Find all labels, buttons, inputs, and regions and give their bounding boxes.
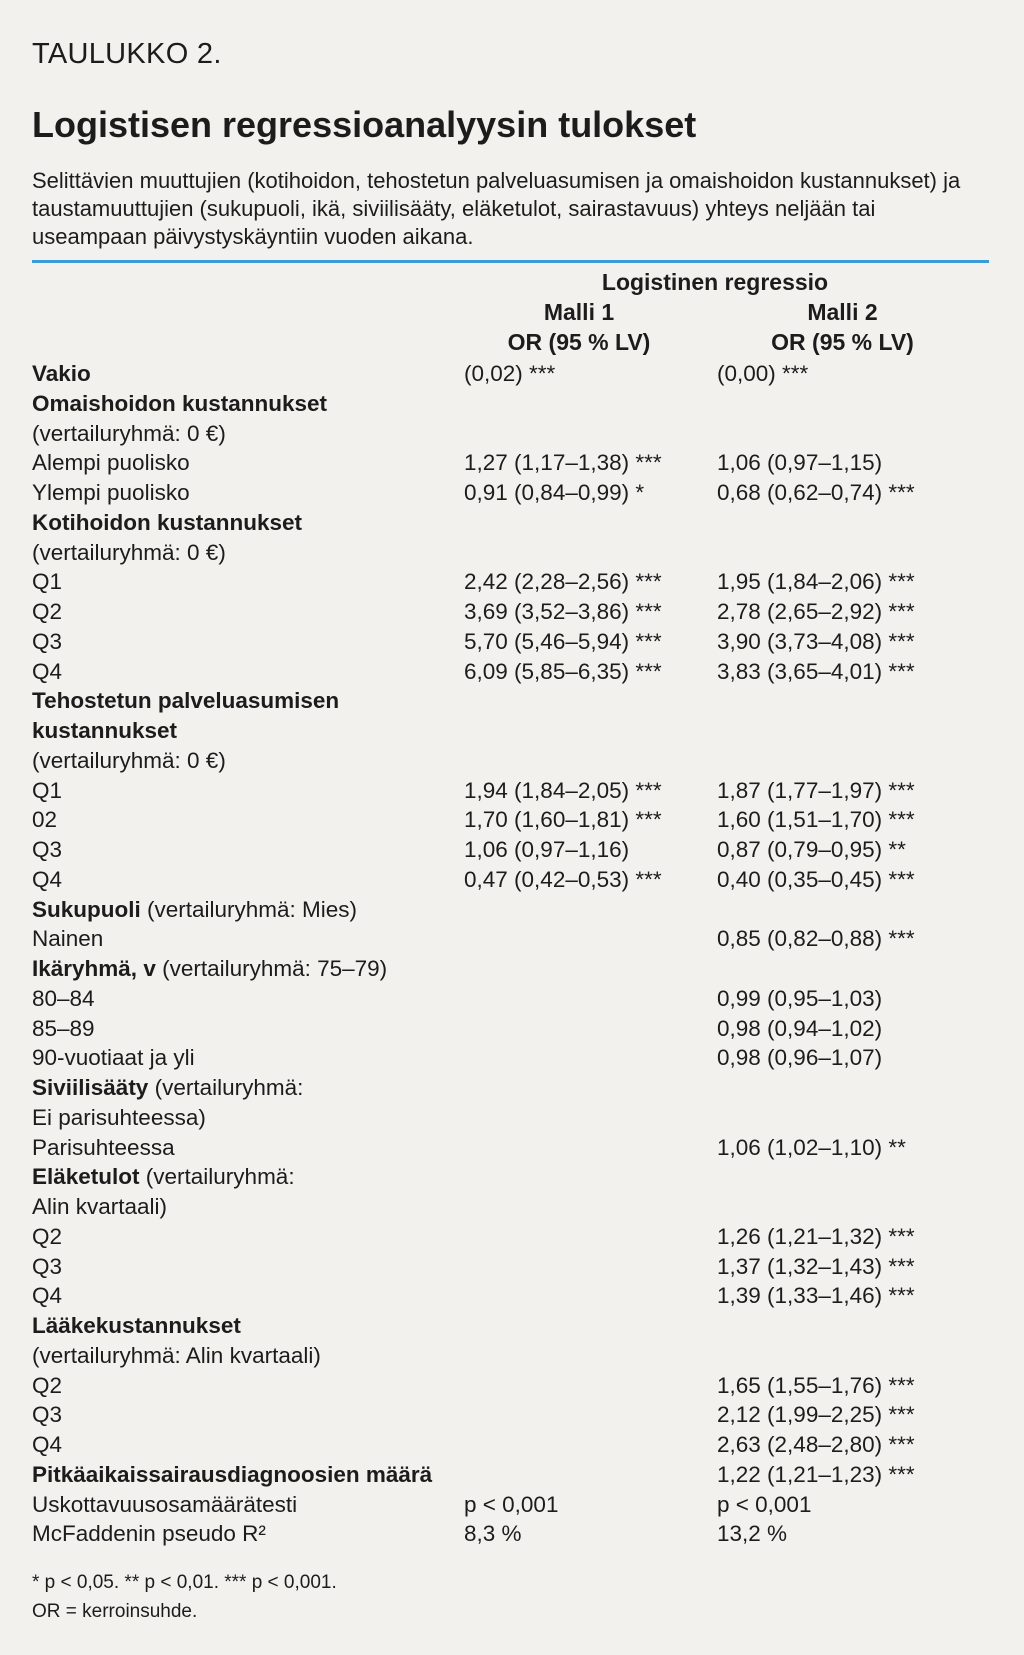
model-1-value: 0,47 (0,42–0,53) *** bbox=[464, 866, 662, 892]
table-row bbox=[32, 1222, 992, 1252]
row-label bbox=[32, 865, 464, 895]
table-number: TAULUKKO 2. bbox=[32, 38, 222, 70]
model-2-value: 0,40 (0,35–0,45) *** bbox=[717, 866, 915, 892]
row-label bbox=[32, 597, 464, 627]
row-label-bold: kustannukset bbox=[32, 718, 178, 743]
table-row bbox=[32, 686, 992, 716]
model-2-value: 3,90 (3,73–4,08) *** bbox=[717, 628, 915, 654]
model-2-value: 1,39 (1,33–1,46) *** bbox=[717, 1283, 915, 1309]
row-label-bold: Siviilisääty bbox=[32, 1075, 149, 1100]
row-label-text: Ylempi puolisko bbox=[32, 480, 190, 505]
model-2-value: 2,12 (1,99–2,25) *** bbox=[717, 1402, 915, 1428]
table-row bbox=[32, 1519, 992, 1549]
row-label-text: 02 bbox=[32, 807, 58, 833]
model-1-value: 1,27 (1,17–1,38) *** bbox=[464, 450, 662, 476]
row-label-text: Nainen bbox=[32, 926, 104, 952]
table-row bbox=[32, 567, 992, 597]
header-model-2: Malli 2 bbox=[807, 299, 878, 325]
or-definition-note: OR = kerroinsuhde. bbox=[32, 1601, 198, 1622]
table-row bbox=[32, 448, 992, 478]
table-row bbox=[32, 359, 992, 389]
row-label bbox=[32, 1014, 464, 1044]
table-row bbox=[32, 1371, 992, 1401]
model-2-value: 2,78 (2,65–2,92) *** bbox=[717, 599, 915, 624]
row-label bbox=[32, 984, 464, 1014]
table-row bbox=[32, 1192, 992, 1222]
row-label-text: (vertailuryhmä: bbox=[148, 1075, 304, 1100]
row-label bbox=[32, 1073, 464, 1103]
row-label-bold: Pitkäaikaissairausdiagnoosien määrä bbox=[32, 1461, 433, 1487]
model-1-value: p < 0,001 bbox=[464, 1491, 559, 1517]
row-label-bold: Lääkekustannukset bbox=[32, 1313, 241, 1338]
table-row bbox=[32, 805, 992, 835]
row-label-text: Q3 bbox=[32, 628, 63, 654]
row-label bbox=[32, 1192, 464, 1222]
model-2-value: 0,85 (0,82–0,88) *** bbox=[717, 926, 915, 952]
row-label bbox=[32, 359, 464, 389]
row-label-text: Q1 bbox=[32, 777, 63, 803]
row-label bbox=[32, 389, 464, 419]
table-row bbox=[32, 538, 992, 568]
model-2-value: 1,22 (1,21–1,23) *** bbox=[717, 1461, 915, 1487]
row-label-text: (vertailuryhmä: 75–79) bbox=[155, 956, 388, 981]
row-label-text: (vertailuryhmä: 0 €) bbox=[32, 420, 226, 446]
table-row bbox=[32, 627, 992, 657]
row-label-bold: Omaishoidon kustannukset bbox=[32, 390, 328, 416]
row-label-text: 90-vuotiaat ja yli bbox=[32, 1045, 195, 1071]
model-1-value: 3,69 (3,52–3,86) *** bbox=[464, 599, 662, 624]
row-label bbox=[32, 1162, 464, 1192]
table-row bbox=[32, 597, 992, 627]
row-label bbox=[32, 1371, 464, 1401]
row-label-text: (vertailuryhmä: 0 €) bbox=[32, 747, 226, 773]
table-row bbox=[32, 478, 992, 508]
row-label-bold: Vakio bbox=[32, 361, 91, 386]
row-label bbox=[32, 1341, 464, 1371]
row-label-text: 80–84 bbox=[32, 985, 95, 1011]
table-row bbox=[32, 895, 992, 925]
row-label-bold: Ikäryhmä, v bbox=[32, 956, 156, 981]
table-row bbox=[32, 1281, 992, 1311]
row-label bbox=[32, 1133, 464, 1163]
row-label bbox=[32, 895, 464, 925]
table-row bbox=[32, 1341, 992, 1371]
row-label-text: Q3 bbox=[32, 837, 63, 862]
table-row bbox=[32, 1490, 992, 1520]
row-label bbox=[32, 657, 464, 687]
model-2-value: 0,98 (0,94–1,02) bbox=[717, 1015, 883, 1041]
row-label-text: 85–89 bbox=[32, 1015, 95, 1041]
row-label-text: Q4 bbox=[32, 866, 63, 892]
header-divider bbox=[32, 260, 989, 263]
row-label bbox=[32, 538, 464, 568]
table-notes bbox=[32, 1568, 337, 1626]
model-1-value: (0,02) *** bbox=[464, 361, 556, 386]
model-2-value: 0,98 (0,96–1,07) bbox=[717, 1045, 883, 1071]
row-label-text: (vertailuryhmä: bbox=[139, 1164, 295, 1190]
row-label-text: Q2 bbox=[32, 599, 63, 624]
row-label-text: (vertailuryhmä: 0 €) bbox=[32, 539, 226, 565]
results-table bbox=[32, 359, 992, 1549]
row-label bbox=[32, 835, 464, 865]
table-row bbox=[32, 1133, 992, 1163]
row-label bbox=[32, 567, 464, 597]
table-row bbox=[32, 389, 992, 419]
model-2-value: 1,87 (1,77–1,97) *** bbox=[717, 777, 915, 803]
row-label-text: Q3 bbox=[32, 1253, 63, 1279]
row-label-text: Q2 bbox=[32, 1372, 63, 1398]
model-2-value: 2,63 (2,48–2,80) *** bbox=[717, 1432, 915, 1457]
model-2-value: 1,65 (1,55–1,76) *** bbox=[717, 1372, 915, 1398]
row-label-bold: Tehostetun palveluasumisen bbox=[32, 688, 340, 714]
header-model-1: Malli 1 bbox=[543, 299, 615, 325]
header-or-model-1: OR (95 % LV) bbox=[507, 329, 651, 355]
row-label bbox=[32, 1460, 464, 1490]
row-label bbox=[32, 1311, 464, 1341]
model-1-value: 0,91 (0,84–0,99) * bbox=[464, 480, 645, 505]
row-label bbox=[32, 1400, 464, 1430]
significance-note: * p < 0,05. ** p < 0,01. *** p < 0,001. bbox=[32, 1572, 337, 1593]
model-1-value: 1,94 (1,84–2,05) *** bbox=[464, 777, 662, 803]
row-label bbox=[32, 627, 464, 657]
table-title: Logistisen regressioanalyysin tulokset bbox=[32, 104, 697, 145]
model-2-value: 1,37 (1,32–1,43) *** bbox=[717, 1253, 915, 1279]
row-label bbox=[32, 1103, 464, 1133]
model-2-value: 0,87 (0,79–0,95) ** bbox=[717, 837, 906, 862]
table-row bbox=[32, 984, 992, 1014]
model-1-value: 1,70 (1,60–1,81) *** bbox=[464, 807, 662, 833]
row-label bbox=[32, 419, 464, 449]
table-row bbox=[32, 508, 992, 538]
row-label-text: Alin kvartaali) bbox=[32, 1194, 168, 1219]
row-label-text: Q4 bbox=[32, 1432, 63, 1457]
model-1-value: 5,70 (5,46–5,94) *** bbox=[464, 628, 662, 654]
row-label bbox=[32, 508, 464, 538]
table-row bbox=[32, 1162, 992, 1192]
row-label bbox=[32, 448, 464, 478]
table-row bbox=[32, 1460, 992, 1490]
model-2-value: 3,83 (3,65–4,01) *** bbox=[717, 658, 915, 684]
table-row bbox=[32, 1430, 992, 1460]
row-label-text: Q3 bbox=[32, 1402, 63, 1428]
model-2-value: 0,68 (0,62–0,74) *** bbox=[717, 480, 915, 505]
row-label bbox=[32, 805, 464, 835]
row-label bbox=[32, 1490, 464, 1520]
table-row bbox=[32, 1400, 992, 1430]
row-label-text: Alempi puolisko bbox=[32, 450, 190, 476]
row-label bbox=[32, 1281, 464, 1311]
table-row bbox=[32, 1311, 992, 1341]
row-label bbox=[32, 1252, 464, 1282]
table-description: Selittävien muuttujien (kotihoidon, tehostetun palveluasumisen ja omaishoidon kustannukset) ja taustamuuttujien (sukupuoli, ikä, siviilisääty, eläketulot, sairastavuus) yhteys neljään tai useampaan päivystyskäyntiin vuoden aikana. bbox=[32, 168, 961, 249]
row-label bbox=[32, 776, 464, 806]
row-label-text: Ei parisuhteessa) bbox=[32, 1104, 206, 1130]
table-row bbox=[32, 835, 992, 865]
row-label-text: (vertailuryhmä: Mies) bbox=[140, 896, 358, 922]
row-label-text: McFaddenin pseudo R² bbox=[32, 1521, 266, 1547]
table-row bbox=[32, 776, 992, 806]
row-label bbox=[32, 1222, 464, 1252]
row-label bbox=[32, 716, 464, 746]
model-2-value: 0,99 (0,95–1,03) bbox=[717, 985, 883, 1011]
model-2-value: (0,00) *** bbox=[717, 361, 809, 386]
model-2-value: 1,26 (1,21–1,32) *** bbox=[717, 1223, 915, 1249]
table-row bbox=[32, 1103, 992, 1133]
table-row bbox=[32, 1252, 992, 1282]
row-label-bold: Eläketulot bbox=[32, 1164, 140, 1190]
model-2-value: 1,06 (1,02–1,10) ** bbox=[717, 1134, 906, 1160]
row-label-bold: Kotihoidon kustannukset bbox=[32, 509, 302, 535]
table-row bbox=[32, 924, 992, 954]
row-label bbox=[32, 1043, 464, 1073]
header-regression: Logistinen regressio bbox=[601, 269, 829, 295]
model-2-value: 1,95 (1,84–2,06) *** bbox=[717, 569, 915, 595]
row-label bbox=[32, 746, 464, 776]
table-row bbox=[32, 1073, 992, 1103]
row-label-text: Parisuhteessa bbox=[32, 1134, 175, 1160]
model-1-value: 8,3 % bbox=[464, 1521, 522, 1547]
row-label-text: Q1 bbox=[32, 569, 63, 595]
row-label bbox=[32, 686, 464, 716]
model-1-value: 2,42 (2,28–2,56) *** bbox=[464, 569, 662, 595]
row-label-text: Q4 bbox=[32, 658, 63, 684]
row-label bbox=[32, 954, 464, 984]
row-label bbox=[32, 478, 464, 508]
model-1-value: 1,06 (0,97–1,16) bbox=[464, 837, 630, 862]
table-row bbox=[32, 1014, 992, 1044]
table-row bbox=[32, 419, 992, 449]
table-row bbox=[32, 865, 992, 895]
row-label-text: Uskottavuusosamäärätesti bbox=[32, 1491, 298, 1517]
model-2-value: p < 0,001 bbox=[717, 1491, 812, 1517]
table-row bbox=[32, 954, 992, 984]
row-label-text: (vertailuryhmä: Alin kvartaali) bbox=[32, 1342, 321, 1368]
header-or-model-2: OR (95 % LV) bbox=[771, 329, 914, 355]
table-row bbox=[32, 1043, 992, 1073]
row-label-text: Q4 bbox=[32, 1283, 63, 1309]
row-label-bold: Sukupuoli bbox=[32, 896, 141, 922]
row-label bbox=[32, 1519, 464, 1549]
model-2-value: 13,2 % bbox=[717, 1521, 788, 1547]
row-label bbox=[32, 1430, 464, 1460]
table-row bbox=[32, 746, 992, 776]
model-2-value: 1,06 (0,97–1,15) bbox=[717, 450, 883, 476]
model-2-value: 1,60 (1,51–1,70) *** bbox=[717, 807, 915, 833]
table-row bbox=[32, 716, 992, 746]
row-label-text: Q2 bbox=[32, 1223, 63, 1249]
table-row bbox=[32, 657, 992, 687]
model-1-value: 6,09 (5,85–6,35) *** bbox=[464, 658, 662, 684]
row-label bbox=[32, 924, 464, 954]
